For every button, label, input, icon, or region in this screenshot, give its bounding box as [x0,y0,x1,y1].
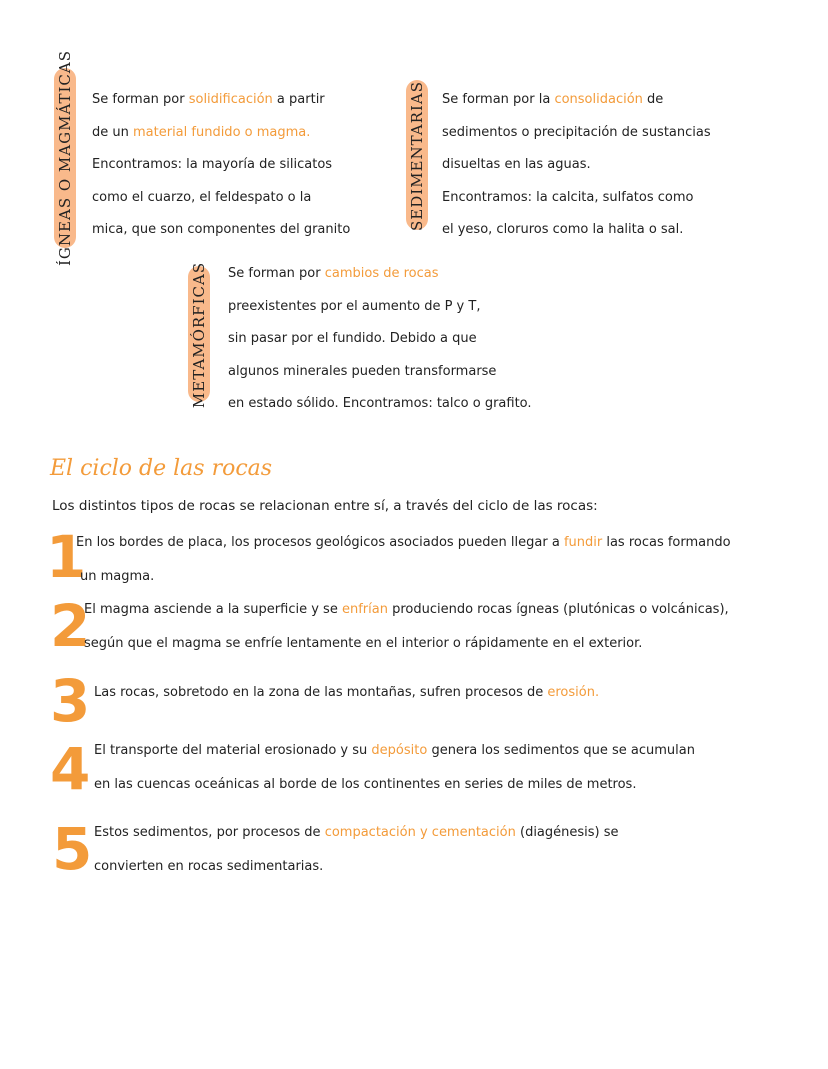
metamorficas-text-2: preexistentes por el aumento de P y T, [228,298,481,314]
step-number: 3 [50,667,91,735]
igneas-text-5: mica, que son componentes del granito [92,222,351,237]
step-text-2: un magma. [80,569,155,584]
igneas-description [92,84,350,247]
step-highlight: fundir [563,535,603,550]
step-number: 5 [52,815,93,883]
step-text [76,526,731,594]
sedimentarias-text-4: Encontramos: la calcita, sulfatos como [442,189,694,205]
step-text-1a: Estos sedimentos, por procesos de [94,825,325,840]
step-number: 1 [46,523,87,591]
step-text [94,816,619,884]
section-intro: Los distintos tipos de rocas se relacionan entre sí, a través del ciclo de las rocas: [52,498,598,514]
step-text [94,676,599,710]
igneas-text-3: Encontramos: la mayoría de silicatos [92,157,333,172]
step-number: 4 [50,735,91,803]
igneas-text-2a: de un [92,124,133,140]
step-text-2: según que el magma se enfríe lentamente en el interior o rápidamente en el exterior. [84,636,643,651]
step-text-1b: produciendo rocas ígneas (plutónicas o volcánicas), [387,602,729,617]
metamorficas-text-4: algunos minerales pueden transformarse [228,363,497,379]
metamorficas-description [228,258,532,421]
igneas-text-4: como el cuarzo, el feldespato o la [92,189,312,205]
step-text-1a: En los bordes de placa, los procesos geológicos asociados pueden llegar a [76,535,564,550]
step-text [94,734,695,802]
step-text-2: convierten en rocas sedimentarias. [94,859,324,874]
sedimentarias-text-1a: Se forman por la [442,92,555,107]
sedimentarias-label: SEDIMENTARIAS [408,81,426,231]
metamorficas-text-5: en estado sólido. Encontramos: talco o grafito. [228,396,532,411]
sedimentarias-text-2: sedimentos o precipitación de sustancias [442,124,711,140]
step-highlight: enfrían [341,602,388,617]
section-title: El ciclo de las rocas [50,456,273,481]
step-text-1a: El transporte del material erosionado y su [94,743,372,758]
step-text-1a: El magma asciende a la superficie y se [84,602,342,617]
sedimentarias-description [442,84,711,247]
metamorficas-label: METAMÓRFICAS [190,261,208,409]
step-text [84,593,729,661]
step-text-1b: las rocas formando [602,535,731,550]
step-text-2: en las cuencas oceánicas al borde de los continentes en series de miles de metros. [94,777,637,792]
igneas-label: ÍGNEAS O MAGMÁTICAS [56,50,74,266]
step-text-1a: Las rocas, sobretodo en la zona de las montañas, sufren procesos de [94,685,548,700]
sedimentarias-text-1b: de [642,92,664,107]
sedimentarias-highlight-1: consolidación [554,92,643,107]
igneas-text-1a: Se forman por [92,92,189,107]
step-highlight: depósito [371,743,428,758]
step-highlight: erosión. [547,685,600,700]
igneas-highlight-1: solidificación [188,92,273,107]
metamorficas-text-3: sin pasar por el fundido. Debido a que [228,331,477,346]
igneas-highlight-2: material fundido o magma. [133,124,311,140]
step-text-1b: genera los sedimentos que se acumulan [427,743,695,758]
metamorficas-text-1a: Se forman por [228,266,325,281]
metamorficas-highlight-1: cambios de rocas [324,266,439,281]
step-number: 2 [50,592,91,660]
igneas-text-1b: a partir [272,92,325,107]
step-text-1b: (diagénesis) se [515,825,619,840]
sedimentarias-text-3: disueltas en las aguas. [442,157,591,172]
sedimentarias-text-5: el yeso, cloruros como la halita o sal. [442,222,684,237]
step-highlight: compactación y cementación [324,825,516,840]
